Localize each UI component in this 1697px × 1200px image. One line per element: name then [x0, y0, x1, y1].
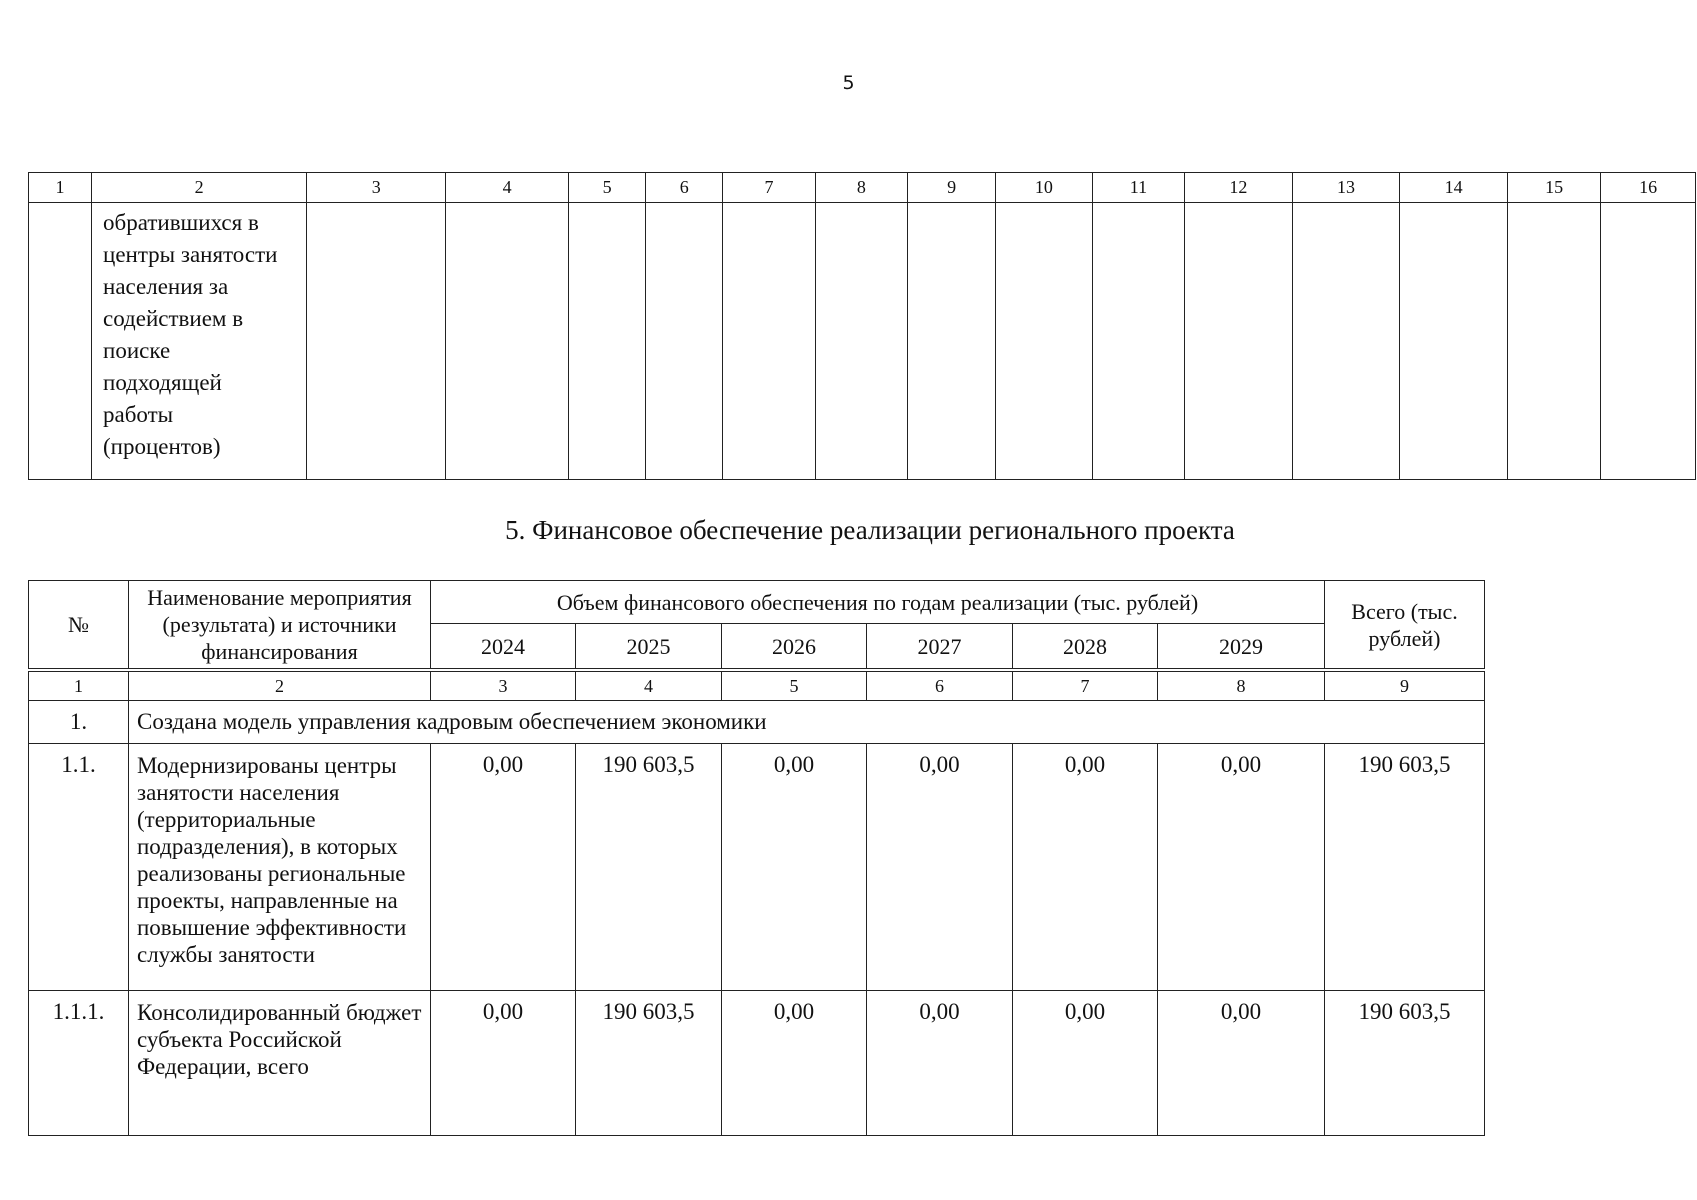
column-number: 5 — [722, 672, 867, 701]
column-number: 14 — [1400, 173, 1508, 203]
column-number: 3 — [307, 173, 446, 203]
row-total: 190 603,5 — [1325, 991, 1485, 1136]
text-line: (процентов) — [103, 434, 221, 459]
header-year: 2028 — [1013, 624, 1158, 669]
column-number: 13 — [1292, 173, 1400, 203]
row-value: 0,00 — [1158, 991, 1325, 1136]
text-line: центры занятости — [103, 242, 278, 267]
column-number: 5 — [569, 173, 646, 203]
empty-cell — [569, 203, 646, 480]
column-number: 16 — [1601, 173, 1696, 203]
empty-cell — [1092, 203, 1184, 480]
indicator-name-continued — [92, 203, 306, 463]
header-year: 2025 — [576, 624, 722, 669]
column-number: 7 — [723, 173, 815, 203]
empty-cell — [1601, 203, 1696, 480]
text-line: содействием в — [103, 306, 244, 331]
text-line: подходящей — [103, 370, 222, 395]
row-number: 1. — [29, 701, 129, 744]
empty-cell — [29, 203, 92, 480]
empty-cell — [446, 203, 569, 480]
row-value: 0,00 — [867, 744, 1013, 991]
header-year: 2026 — [722, 624, 867, 669]
row-value: 0,00 — [1158, 744, 1325, 991]
row-value: 0,00 — [1013, 991, 1158, 1136]
row-value: 0,00 — [867, 991, 1013, 1136]
column-number: 1 — [29, 672, 129, 701]
column-number: 9 — [1325, 672, 1485, 701]
empty-cell — [1292, 203, 1400, 480]
empty-cell — [815, 203, 907, 480]
row-value: 0,00 — [431, 991, 576, 1136]
table-row — [29, 701, 1485, 744]
empty-cell — [307, 203, 446, 480]
column-number: 8 — [1158, 672, 1325, 701]
header-volume: Объем финансового обеспечения по годам реализации (тыс. рублей) — [431, 581, 1325, 624]
page-number: 5 — [842, 72, 855, 94]
header-year: 2024 — [431, 624, 576, 669]
table-row — [29, 744, 1485, 991]
column-number: 10 — [996, 173, 1093, 203]
table-row — [29, 991, 1485, 1136]
table-column-numbers-row — [29, 173, 1696, 203]
column-number: 2 — [92, 173, 307, 203]
column-number: 3 — [431, 672, 576, 701]
column-number: 8 — [815, 173, 907, 203]
empty-cell — [1185, 203, 1293, 480]
row-value: 190 603,5 — [576, 991, 722, 1136]
indicator-name-cell — [92, 203, 307, 480]
column-number: 2 — [129, 672, 431, 701]
column-number: 15 — [1507, 173, 1600, 203]
empty-cell — [996, 203, 1093, 480]
row-number: 1.1.1. — [29, 991, 129, 1136]
empty-cell — [908, 203, 996, 480]
column-number: 12 — [1185, 173, 1293, 203]
row-name: Консолидированный бюджет субъекта Российской Федерации, всего — [129, 991, 431, 1136]
row-name: Модернизированы центры занятости населения (территориальные подразделения), в которых реализованы региональные проекты, направленные на повышение эффективности службы занятости — [129, 744, 431, 991]
header-name: Наименование мероприятия (результата) и источники финансирования — [129, 581, 431, 669]
row-number: 1.1. — [29, 744, 129, 991]
empty-cell — [1507, 203, 1600, 480]
column-number: 11 — [1092, 173, 1184, 203]
row-value: 190 603,5 — [576, 744, 722, 991]
continued-indicators-table — [28, 172, 1696, 480]
table-column-numbers-row — [29, 672, 1485, 701]
row-title: Создана модель управления кадровым обеспечением экономики — [129, 701, 1485, 744]
row-value: 0,00 — [1013, 744, 1158, 991]
column-number: 4 — [576, 672, 722, 701]
text-line: населения за — [103, 274, 229, 299]
section-title: 5. Финансовое обеспечение реализации регионального проекта — [505, 515, 1235, 545]
header-year: 2029 — [1158, 624, 1325, 669]
row-value: 0,00 — [722, 744, 867, 991]
empty-cell — [1400, 203, 1508, 480]
column-number: 7 — [1013, 672, 1158, 701]
row-value: 0,00 — [722, 991, 867, 1136]
text-line: поиске — [103, 338, 171, 363]
column-number: 9 — [908, 173, 996, 203]
column-number: 6 — [867, 672, 1013, 701]
header-total: Всего (тыс. рублей) — [1325, 581, 1485, 669]
text-line: обратившихся в — [103, 210, 259, 235]
table-header-row — [29, 581, 1485, 624]
row-value: 0,00 — [431, 744, 576, 991]
row-total: 190 603,5 — [1325, 744, 1485, 991]
column-number: 6 — [646, 173, 723, 203]
financing-table — [28, 580, 1485, 1136]
column-number: 1 — [29, 173, 92, 203]
header-year: 2027 — [867, 624, 1013, 669]
text-line: работы — [103, 402, 174, 427]
empty-cell — [646, 203, 723, 480]
empty-cell — [723, 203, 815, 480]
header-number: № — [29, 581, 129, 669]
table-row — [29, 203, 1696, 480]
column-number: 4 — [446, 173, 569, 203]
